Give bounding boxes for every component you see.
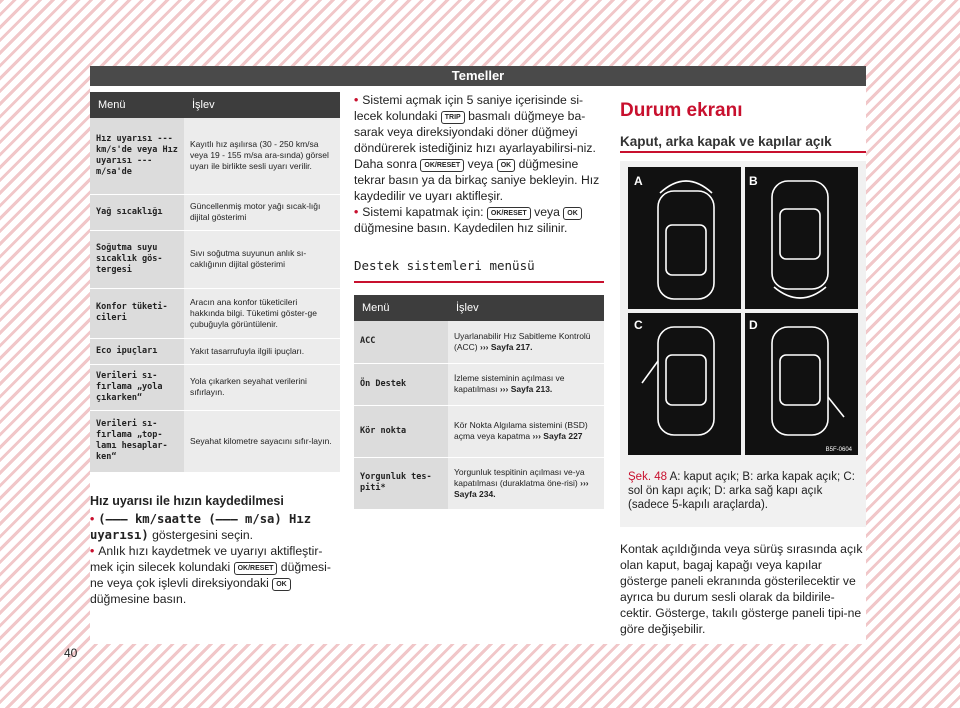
table-cell-function: Seyahat kilometre sayacını sıfır-layın. [184,410,340,472]
table-row [90,364,340,410]
table-cell-menu: Hız uyarısı --- km/s'de veya Hız uyarısı --- m/sa'de [90,118,184,194]
info-table [90,92,340,473]
speed-warning-section [90,493,340,607]
car-status-figure [620,161,866,461]
ok-reset-button-icon: OK/RESET [420,159,464,172]
table-row [90,118,340,194]
manual-page [64,66,866,660]
bullet-item: • (––– km/saatte (––– m/sa) Hız uyarısı) göstergesini seçin. [90,511,312,542]
table-row [90,230,340,288]
image-code: B5F-0604 [825,447,852,453]
trip-button-icon: TRIP [441,111,465,124]
table-row [90,288,340,338]
table-cell-menu: Eco ipuçları [90,338,184,364]
figure-number: Şek. 48 [628,471,667,483]
table-cell-menu: Verileri sı-fırlama „yola çıkarken“ [90,364,184,410]
table-row [354,457,604,509]
table-cell-menu: Soğutma suyu sıcaklık gös-tergesi [90,230,184,288]
table-title: Destek sistemleri menüsü [354,258,535,273]
divider [620,151,866,153]
table-header-menu: Menü [354,295,448,321]
page-number: 40 [64,646,78,660]
table-cell-function: Yorgunluk tespitinin açılması ve-ya kapatılması (duraklatma öne-risi) ››› Sayfa 234. [448,457,604,509]
instructions [354,92,604,236]
section-title: Durum ekranı [620,100,743,121]
section-heading: Hız uyarısı ile hızın kaydedilmesi [90,493,284,508]
divider [354,281,604,283]
panel-label-d: D [749,318,758,332]
table-cell-function: Aracın ana konfor tüketicileri hakkında bilgi. Tüketimi göster-ge çubuğuyla görüntülenir. [184,288,340,338]
table-cell-function: Kör Nokta Algılama sistemini (BSD) açma veya kapatma ››› Sayfa 227 [448,405,604,457]
panel-label-a: A [634,174,643,188]
table-cell-function: İzleme sisteminin açılması ve kapatılması ››› Sayfa 213. [448,363,604,405]
page-header: Temeller [90,66,866,86]
ok-button-icon: OK [272,578,291,591]
table-row [90,410,340,472]
table-header-function: İşlev [448,295,604,321]
ok-reset-button-icon: OK/RESET [487,207,531,220]
table-cell-menu: Yorgunluk tes-piti* [354,457,448,509]
table-cell-function: Uyarlanabilir Hız Sabitleme Kontrolü (ACC) ››› Sayfa 217. [448,321,604,363]
table-cell-menu: Konfor tüketi-cileri [90,288,184,338]
table-cell-menu: ACC [354,321,448,363]
table-header-menu: Menü [90,92,184,118]
table-row [354,321,604,363]
table-cell-function: Sıvı soğutma suyunun anlık sı-caklığının dijital gösterimi [184,230,340,288]
section-subtitle: Kaput, arka kapak ve kapılar açık [620,134,832,149]
table-row [90,338,340,364]
table-cell-menu: Yağ sıcaklığı [90,194,184,230]
bullet-item: • Sistemi açmak için 5 saniye içerisinde si-lecek kolundaki TRIP basmalı düğmeye ba-sarak veya direksiyondaki döner düğmeyi döndürerek istediğiniz hızı ayarlayabilirsi-niz. Daha sonra OK/RESET veya OK düğmesine tekrar basın ya da birkaç saniye bekleyin. Hız kaydedilir ve uyarı aktifleşir. [354,93,600,203]
table-cell-function: Kayıtlı hız aşılırsa (30 - 250 km/sa veya 19 - 155 m/sa ara-sında) görsel uyarı ile birlikte sesli uyarı verilir. [184,118,340,194]
table-row [90,194,340,230]
figure-box [620,161,866,527]
ok-button-icon: OK [497,159,516,172]
panel-label-c: C [634,318,643,332]
table-cell-menu: Kör nokta [354,405,448,457]
display-code: (––– km/saatte (––– m/sa) Hız uyarısı) [90,511,312,542]
column-left [64,92,340,660]
ok-reset-button-icon: OK/RESET [234,562,278,575]
figure-caption: Şek. 48 A: kaput açık; B: arka kapak açık; C: sol ön kapı açık; D: arka sağ kapı açık (sadece 5-kapılı araçlarda). [628,471,855,511]
body-paragraph: Kontak açıldığında veya sürüş sırasında açık olan kaput, bagaj kapağı veya kapılar gösterge paneli ekranında gösterilecektir ve ayrıca bu durum sesli olarak da bildirile-cektir. Gösterge, takılı gösterge paneli tipi-ne göre değişebilir. [620,542,863,636]
assist-table [354,295,604,510]
table-row [354,363,604,405]
bullet-item: • Sistemi kapatmak için: OK/RESET veya OK düğmesine basın. Kaydedilen hız silinir. [354,204,604,236]
column-right [620,92,866,637]
table-cell-function: Yola çıkarken seyahat verilerini sıfırlayın. [184,364,340,410]
table-cell-function: Güncellenmiş motor yağı sıcak-lığı dijital gösterimi [184,194,340,230]
bullet-item: • Anlık hızı kaydetmek ve uyarıyı aktifleştir-mek için silecek kolundaki OK/RESET düğmesi-ne veya çok işlevli direksiyondaki OK düğmesine basın. [90,543,331,606]
table-cell-function: Yakıt tasarrufuyla ilgili ipuçları. [184,338,340,364]
ok-button-icon: OK [563,207,582,220]
table-cell-menu: Verileri sı-fırlama „top-lamı hesaplar-ken“ [90,410,184,472]
table-row [354,405,604,457]
column-middle [354,92,604,510]
panel-label-b: B [749,174,758,188]
table-header-function: İşlev [184,92,340,118]
table-cell-menu: Ön Destek [354,363,448,405]
